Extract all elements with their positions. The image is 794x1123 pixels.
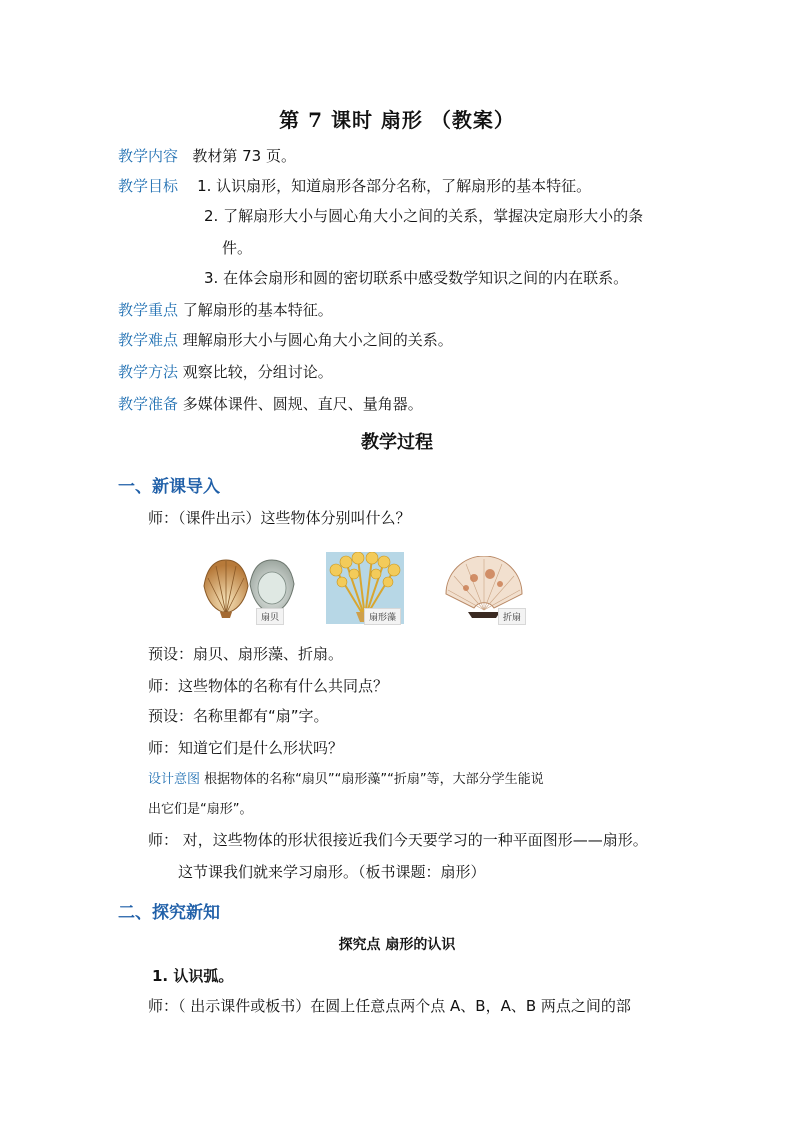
difficulty-row — [118, 330, 453, 350]
difficulty-value: 理解扇形大小与圆心角大小之间的关系。 — [182, 331, 453, 349]
goal-row — [118, 176, 591, 196]
scallop-image — [200, 556, 300, 622]
goal-3: 3. 在体会扇形和圆的密切联系中感受数学知识之间的内在联系。 — [204, 269, 629, 287]
design-label: 设计意图 — [148, 772, 201, 787]
goal-label: 教学目标 — [118, 177, 179, 195]
goal-2a: 2. 了解扇形大小与圆心角大小之间的关系，掌握决定扇形大小的条 — [204, 207, 644, 225]
prep-row — [118, 394, 423, 414]
page-title: 第 7 课时 扇形 （教案） — [279, 108, 515, 132]
design-text-1: 根据物体的名称“扇贝”“扇形藻”“折扇”等，大部分学生能说 — [204, 772, 544, 787]
caption-fan-algae: 扇形藻 — [364, 608, 401, 625]
prep-value: 多媒体课件、圆规、直尺、量角器。 — [182, 395, 423, 413]
prep-label: 教学准备 — [118, 395, 179, 413]
key-label: 教学重点 — [118, 301, 179, 319]
key-value: 了解扇形的基本特征。 — [182, 301, 333, 319]
content-label: 教学内容 — [118, 147, 179, 165]
section1-t1: 师： 对，这些物体的形状很接近我们今天要学习的一种平面图形——扇形。 — [148, 831, 648, 849]
goal-2b: 件。 — [222, 239, 253, 257]
process-title: 教学过程 — [361, 432, 433, 453]
caption-scallop: 扇贝 — [256, 608, 284, 625]
section2-heading: 二、探究新知 — [118, 903, 220, 923]
design-text-2: 出它们是“扇形”。 — [148, 802, 253, 817]
content-row — [118, 146, 296, 166]
section2-point1: 1. 认识弧。 — [152, 967, 234, 985]
caption-folding-fan: 折扇 — [498, 608, 526, 625]
section2-t1: 师：（ 出示课件或板书）在圆上任意点两个点 A、B，A、B 两点之间的部 — [148, 997, 631, 1015]
method-value: 观察比较，分组讨论。 — [182, 363, 333, 381]
key-row — [118, 300, 333, 320]
difficulty-label: 教学难点 — [118, 331, 179, 349]
content-value: 教材第 73 页。 — [192, 147, 296, 165]
design-row — [148, 770, 544, 790]
section1-t2: 这节课我们就来学习扇形。（板书课题：扇形） — [178, 863, 486, 881]
section1-a1: 预设：扇贝、扇形藻、折扇。 — [148, 645, 344, 663]
section1-heading: 一、新课导入 — [118, 477, 220, 497]
fan-algae-image — [326, 552, 404, 624]
section1-q1: 师：（课件出示）这些物体分别叫什么？ — [148, 509, 411, 527]
section1-a2: 预设：名称里都有“扇”字。 — [148, 707, 329, 725]
folding-fan-image — [438, 556, 530, 622]
goal-1: 1. 认识扇形，知道扇形各部分名称，了解扇形的基本特征。 — [197, 177, 592, 195]
section2-sub: 探究点 扇形的认识 — [338, 937, 456, 953]
method-row — [118, 362, 333, 382]
section1-q3: 师：知道它们是什么形状吗？ — [148, 739, 344, 757]
section1-q2: 师：这些物体的名称有什么共同点？ — [148, 677, 389, 695]
method-label: 教学方法 — [118, 363, 179, 381]
